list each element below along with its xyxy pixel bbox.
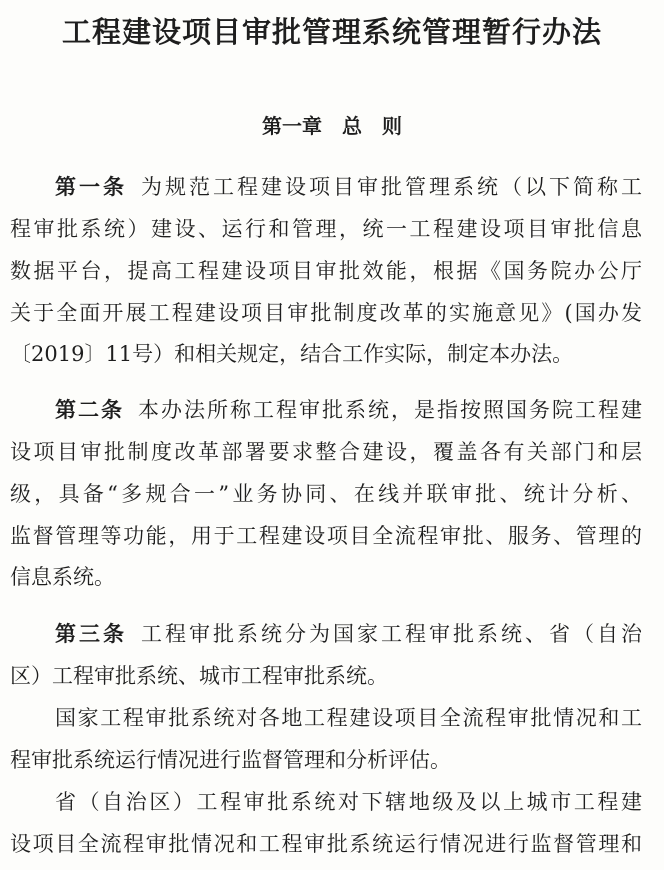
article-4-line: [55, 703, 642, 733]
article-1-line: [10, 339, 642, 369]
article-text: 国家工程审批系统对各地工程建设项目全流程审批情况和工: [55, 706, 642, 730]
chapter-number: 第一章: [262, 114, 322, 138]
article-text: 设项目审批制度改革部署要求整合建设，覆盖各有关部门和层: [10, 440, 642, 464]
article-text: 监督管理等功能，用于工程建设项目全流程审批、服务、管理的: [10, 524, 642, 548]
article-text: 为规范工程建设项目审批管理系统（以下简称工: [141, 175, 642, 199]
article-label: 第一条: [55, 175, 127, 199]
article-2-line: [10, 437, 642, 467]
article-5-line: [55, 787, 642, 817]
article-text: 程审批系统运行情况进行监督管理和分析评估。: [10, 748, 451, 772]
article-4-line: [10, 745, 642, 775]
chapter-name-1: 总: [342, 114, 362, 138]
article-text: 信息系统。: [10, 565, 115, 589]
article-text: 本办法所称工程审批系统，是指按照国务院工程建: [138, 398, 642, 422]
article-3-line: [55, 619, 642, 649]
article-label: 第二条: [55, 398, 124, 422]
article-3-line: [10, 661, 642, 691]
article-text: 区）工程审批系统、城市工程审批系统。: [10, 664, 388, 688]
document-title: 工程建设项目审批管理系统管理暂行办法: [61, 15, 602, 49]
chapter-name-2: 则: [382, 114, 402, 138]
article-2-line: [10, 562, 642, 592]
article-5-line: [10, 829, 642, 859]
article-1-line: [10, 298, 642, 328]
article-text: 设项目全流程审批情况和工程审批系统运行情况进行监督管理和: [10, 832, 642, 856]
article-1-line: [10, 214, 642, 244]
article-text: 数据平台，提高工程建设项目审批效能，根据《国务院办公厅: [10, 259, 642, 283]
article-2-line: [10, 479, 642, 509]
article-text: 级，具备“多规合一”业务协同、在线并联审批、统计分析、: [10, 482, 642, 506]
article-text: 工程审批系统分为国家工程审批系统、省（自治: [141, 622, 642, 646]
chapter-heading: [0, 110, 664, 139]
article-1-line: [55, 172, 642, 202]
article-2-line: [55, 395, 642, 425]
article-label: 第三条: [55, 622, 127, 646]
article-text: 程审批系统）建设、运行和管理，统一工程建设项目审批信息: [10, 217, 642, 241]
article-1-line: [10, 256, 642, 286]
article-text: 关于全面开展工程建设项目审批制度改革的实施意见》(国办发: [10, 301, 642, 325]
article-2-line: [10, 521, 642, 551]
article-text: 〔2019〕11号）和相关规定，结合工作实际，制定本办法。: [10, 342, 574, 366]
article-text: 省（自治区）工程审批系统对下辖地级及以上城市工程建: [55, 790, 642, 814]
